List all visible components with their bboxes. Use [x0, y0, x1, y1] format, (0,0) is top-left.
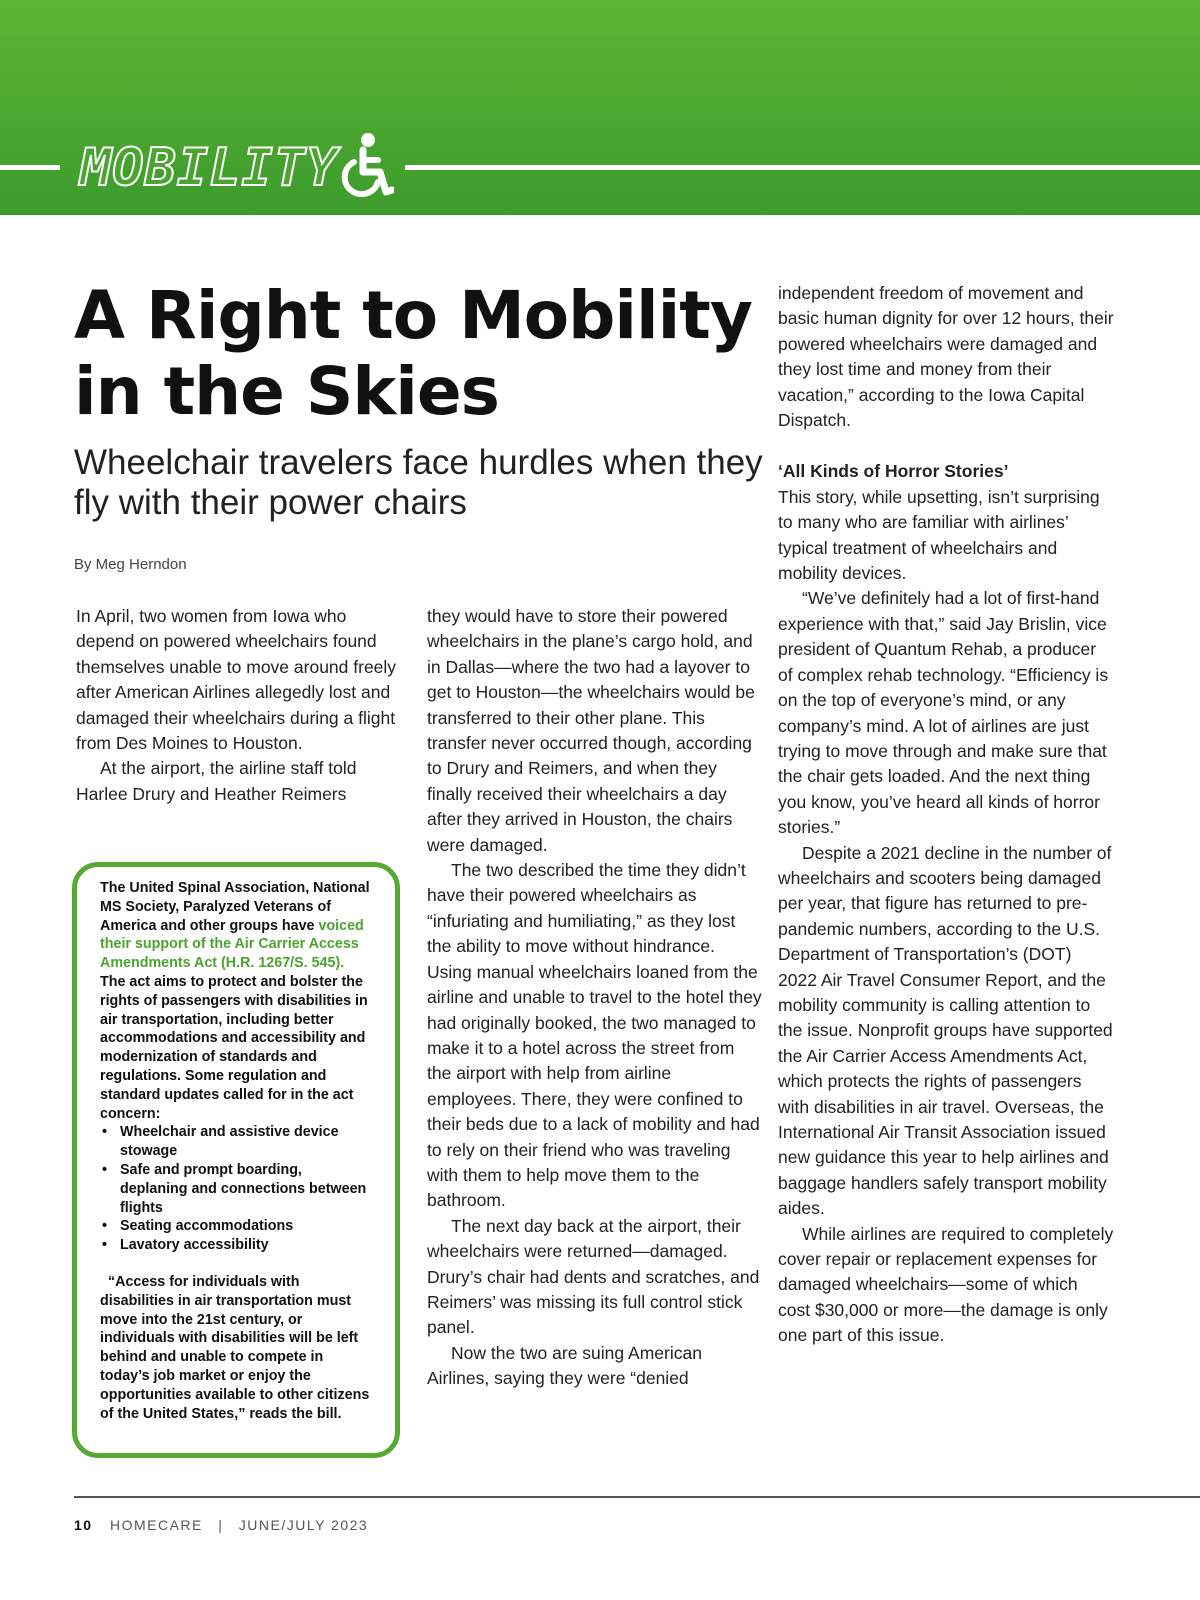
list-item: • Wheelchair and assistive device stowage: [100, 1123, 371, 1161]
paragraph: Now the two are suing American Airlines, saying they were “denied: [427, 1342, 702, 1389]
article-deck: Wheelchair travelers face hurdles when they fly with their power chairs: [74, 443, 763, 522]
paragraph: they would have to store their powered wheelchairs in the plane’s cargo hold, and in Dallas—where the two had a layover to get to Houston—the wheelchairs would be transferred to their other plane. This transfer never occurred though, according to Drury and Reimers, and when they finally received their wheelchairs a day after they arrived in Houston, the chairs were damaged.: [427, 606, 755, 855]
article-headline: A Right to Mobility in the Skies: [74, 277, 752, 430]
paragraph: This story, while upsetting, isn’t surprising to many who are familiar with airlines’ typical treatment of wheelchairs and mobility devices.: [778, 486, 1100, 584]
sidebar-text: The United Spinal Association, National MS Society, Paralyzed Veterans of America and other groups have: [100, 880, 370, 934]
page-number: 10: [74, 1517, 93, 1533]
wheelchair-icon: [338, 132, 394, 200]
banner-rule-right: [405, 165, 1200, 170]
list-item: • Safe and prompt boarding, deplaning and connections between flights: [100, 1161, 371, 1217]
paragraph: Despite a 2021 decline in the number of wheelchairs and scooters being damaged per year, that figure has returned to pre-pandemic numbers, according to the U.S. Department of Transportation’s (DOT) 2022 Air Travel Consumer Report, and the mobility community is calling attention to the issue. Nonprofit groups have supported the Air Carrier Access Amendments Act, which protects the rights of passengers with disabilities in air travel. Overseas, the International Air Transit Association issued new guidance this year to help airlines and baggage handlers safely transport mobility aides.: [778, 842, 1113, 1219]
section-subhead: ‘All Kinds of Horror Stories’: [778, 461, 1009, 482]
paragraph: At the airport, the airline staff told Harlee Drury and Heather Reimers: [76, 758, 357, 804]
paragraph: While airlines are required to completely cover repair or replacement expenses for damaged wheelchairs—some of which cost $30,000 or more—the damage is only one part of this issue.: [778, 1223, 1114, 1346]
sidebar-quote: “Access for individuals with disabilities in air transportation must move into the 21st century, or individuals with disabilities will be left behind and unable to compete in today’s job market or enjoy the opportunities available to other citizens of the United States,” reads the bill.: [100, 1273, 370, 1422]
paragraph: “We’ve definitely had a lot of first-hand experience with that,” said Jay Brislin, vice president of Quantum Rehab, a producer of complex rehab technology. “Efficiency is on the top of everyone’s mind, or any company’s mind. A lot of airlines are just trying to move through and make sure that the chair gets loaded. And the next thing you know, you’ve heard all kinds of horror stories.”: [778, 588, 1109, 838]
sidebar-intro: [100, 879, 371, 1123]
section-label: MOBILITY: [80, 138, 339, 198]
paragraph: The two described the time they didn’t have their powered wheelchairs as “infuriating and humiliating,” as they lost the ability to move without hindrance. Using manual wheelchairs loaned from the airline and unable to travel to the hotel they had originally booked, the two managed to make it to a hotel across the street from the airport with help from airline employees. There, they were confined to their beds due to a lack of mobility and had to rely on their friend who was traveling with them to help move them to the bathroom.: [427, 860, 762, 1211]
footer-separator: |: [218, 1517, 224, 1533]
paragraph: In April, two women from Iowa who depend on powered wheelchairs found themselves unable to move around freely after American Airlines allegedly lost and damaged their wheelchairs during a flight from Des Moines to Houston.: [76, 606, 397, 754]
byline: By Meg Herndon: [74, 556, 187, 573]
sidebar-text: The act aims to protect and bolster the rights of passengers with disabilities in air transportation, including better accommodations and accessibility and modernization of standards and regulations. Some regulation and standard updates called for in the act concern:: [100, 973, 368, 1122]
list-item: • Lavatory accessibility: [100, 1236, 371, 1255]
publication-name: HOMECARE: [109, 1517, 203, 1533]
paragraph: independent freedom of movement and basic human dignity for over 12 hours, their powered wheelchairs were damaged and they lost time and money from their vacation,” according to the Iowa Capital Dispatch.: [778, 283, 1114, 431]
list-item: • Seating accommodations: [100, 1217, 371, 1236]
issue-date: JUNE/JULY 2023: [238, 1517, 369, 1533]
sidebar-bullet-list: [100, 1123, 371, 1255]
article-column-2: [427, 604, 763, 1392]
banner-rule-left: [0, 165, 60, 170]
page-footer: [74, 1517, 368, 1533]
sidebar-box: [72, 862, 400, 1458]
article-column-3: [778, 281, 1114, 1349]
paragraph: The next day back at the airport, their wheelchairs were returned—damaged. Drury’s chair had dents and scratches, and Reimers’ was missing its full control stick panel.: [427, 1215, 760, 1338]
footer-rule: [74, 1496, 1200, 1498]
act-support-link[interactable]: voiced their support of the Air Carrier Access Amendments Act (H.R. 1267/S. 545).: [100, 917, 364, 972]
article-column-1: [76, 604, 406, 807]
